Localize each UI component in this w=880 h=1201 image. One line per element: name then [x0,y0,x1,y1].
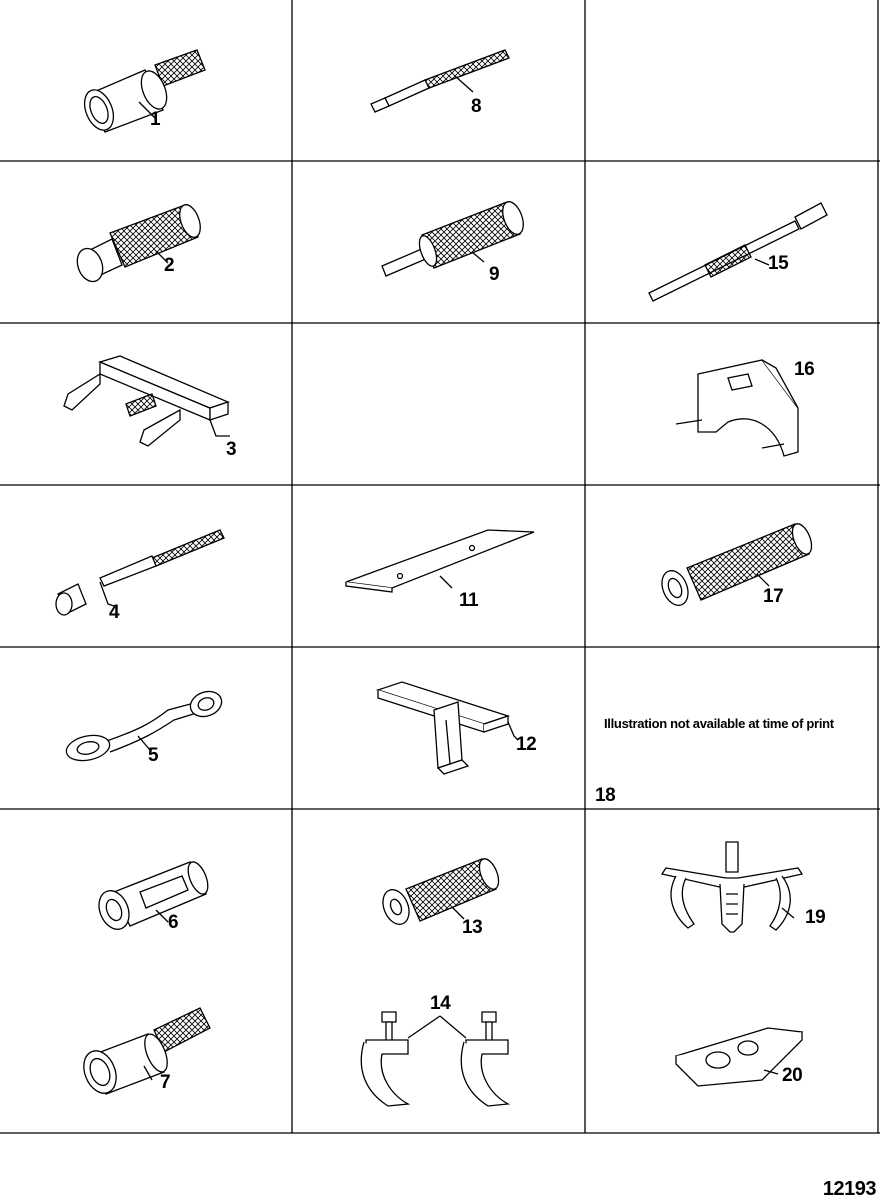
part-number-11: 11 [459,590,479,611]
part-3-bracket-illustration [60,350,230,450]
part-14-clamp-pair-illustration [352,1010,532,1110]
part-number-18: 18 [595,785,616,806]
part-number-3: 3 [226,439,237,460]
figure-number: 12193 [822,1178,876,1200]
part-number-14: 14 [430,993,451,1014]
part-number-15: 15 [768,253,789,274]
part-number-8: 8 [471,96,482,117]
part-15-rod-illustration [645,195,835,305]
part-17-knurled-tube-illustration [657,518,817,608]
part-number-1: 1 [150,109,161,130]
part-number-5: 5 [148,745,159,766]
part-9-knurled-driver-illustration [372,190,532,285]
part-16-gauge-illustration [672,356,815,461]
part-number-16: 16 [794,359,815,380]
part-number-13: 13 [462,917,483,938]
part-number-6: 6 [168,912,179,933]
part-7-socket-illustration [78,1000,218,1095]
part-number-19: 19 [805,907,826,928]
part-19-puller-illustration [660,838,805,938]
part-1-socket-illustration [75,40,215,130]
part-number-4: 4 [109,602,120,623]
part-8-pin-illustration [365,40,515,120]
part-11-plate-illustration [342,526,542,602]
part-number-9: 9 [489,264,500,285]
part-number-2: 2 [164,255,175,276]
part-number-20: 20 [782,1065,803,1086]
part-12-holder-illustration [372,680,522,775]
part-number-17: 17 [763,586,784,607]
unavailable-illustration-note: Illustration not available at time of print [604,716,834,731]
part-4-installer-illustration [52,522,232,622]
part-5-wrench-illustration [58,680,228,775]
part-number-7: 7 [160,1072,171,1093]
part-6-slotted-socket-illustration [90,850,220,940]
part-2-knurled-handle-illustration [70,195,210,285]
part-13-knurled-driver-illustration [378,845,508,938]
part-number-12: 12 [516,734,537,755]
